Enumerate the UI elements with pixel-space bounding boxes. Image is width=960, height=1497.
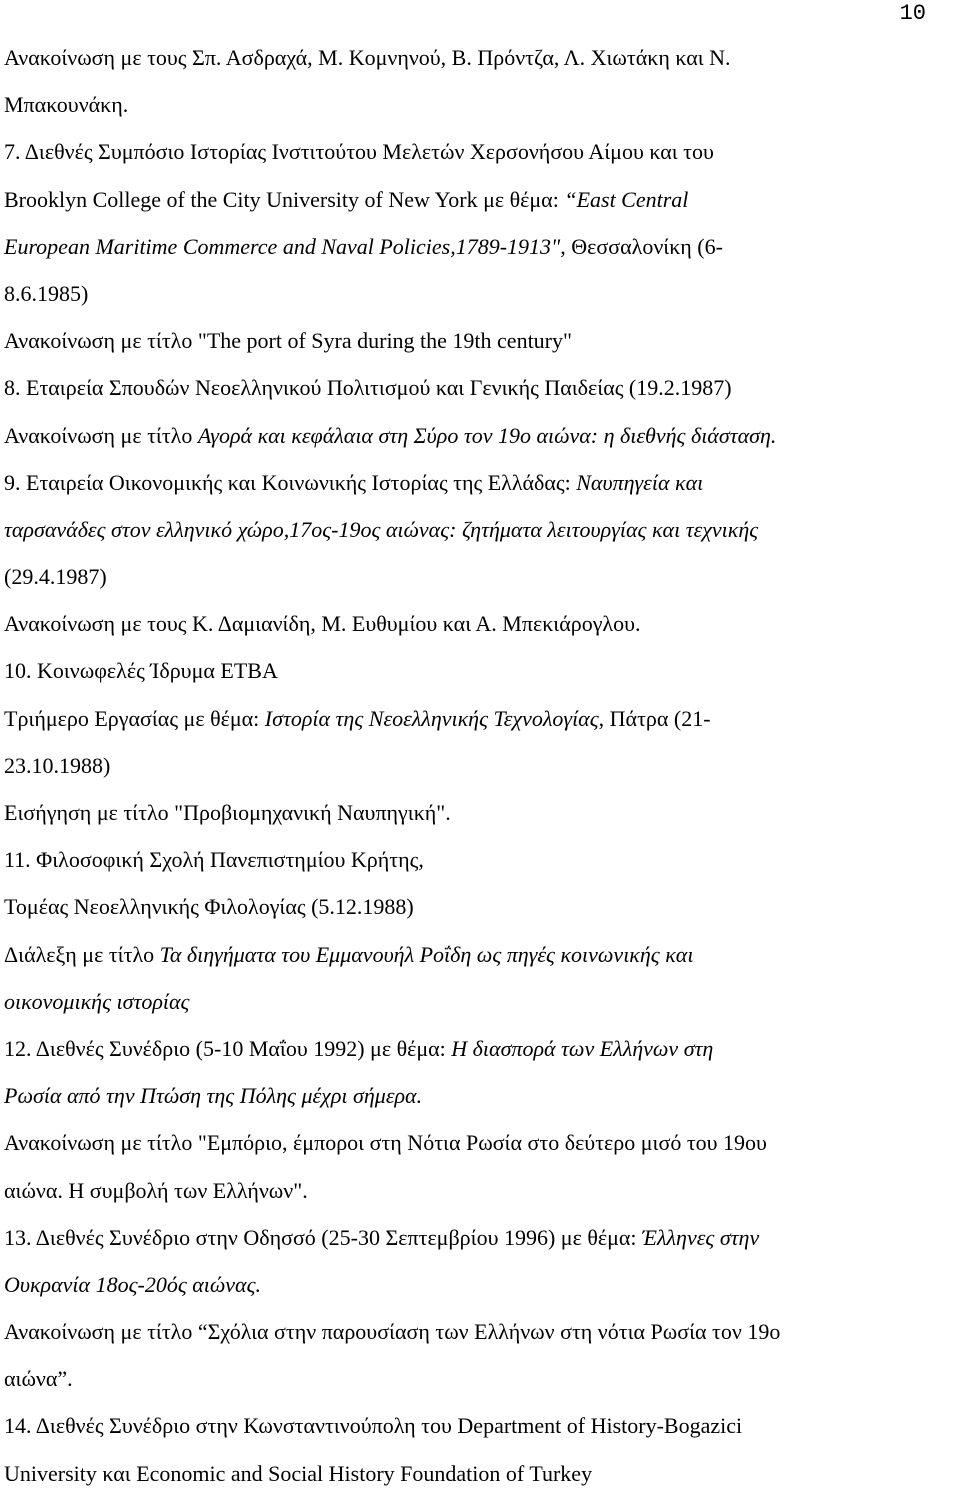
italic-text-segment: Η διασπορά των Ελλήνων στη xyxy=(451,1035,714,1061)
text-line xyxy=(4,647,956,694)
text-line xyxy=(4,1261,956,1308)
text-line xyxy=(4,364,956,411)
text-segment: , Θεσσαλονίκη (6- xyxy=(560,233,723,259)
text-line xyxy=(4,883,956,930)
text-segment: Τριήμερο Εργασίας με θέμα: xyxy=(4,705,265,731)
text-line xyxy=(4,1025,956,1072)
text-segment: 14. Διεθνές Συνέδριο στην Κωνσταντινούπολη του Department of History-Bogazici xyxy=(4,1413,743,1439)
text-segment: Ανακοίνωση με τους Σπ. Ασδραχά, Μ. Κομνηνού, Β. Πρόντζα, Λ. Χιωτάκη και Ν. xyxy=(4,45,731,70)
text-line xyxy=(4,600,956,647)
text-line xyxy=(4,1072,956,1119)
text-segment: Εισήγηση με τίτλο "Προβιομηχανική Ναυπηγική". xyxy=(4,800,451,825)
text-segment: 8.6.1985) xyxy=(4,280,89,306)
text-line xyxy=(4,1119,956,1166)
page-number: 10 xyxy=(899,1,926,26)
text-segment: αιώνα”. xyxy=(4,1366,73,1392)
text-segment: Διάλεξη με τίτλο xyxy=(4,941,160,967)
text-line xyxy=(4,836,956,883)
italic-text-segment: Τα διηγήματα του Εμμανουήλ Ροΐδη ως πηγές κοινωνικής και xyxy=(159,941,694,967)
text-line xyxy=(4,506,956,553)
text-segment: Ανακοίνωση με τίτλο "The port of Syra during the 19th century" xyxy=(4,328,572,354)
text-line xyxy=(4,1167,956,1214)
text-segment: Ανακοίνωση με τίτλο "Εμπόριο, έμποροι στη Νότια Ρωσία στο δεύτερο μισό του 19ου xyxy=(4,1130,767,1156)
text-segment: Ανακοίνωση με τους Κ. Δαμιανίδη, Μ. Ευθυμίου και Α. Μπεκιάρογλου. xyxy=(4,611,641,637)
italic-text-segment: Αγορά και κεφάλαια στη Σύρο τον 19ο αιώνα: η διεθνής διάσταση. xyxy=(197,422,777,448)
text-segment: 23.10.1988) xyxy=(4,752,111,778)
text-segment: 9. Εταιρεία Οικονομικής και Κοινωνικής Ιστορίας της Ελλάδας: xyxy=(4,469,577,495)
text-line xyxy=(4,978,956,1025)
text-segment: 13. Διεθνές Συνέδριο στην Οδησσό (25-30 Σεπτεμβρίου 1996) με θέμα: xyxy=(4,1224,643,1250)
text-segment: Τομέας Νεοελληνικής Φιλολογίας (5.12.1988) xyxy=(4,894,414,920)
text-segment: (29.4.1987) xyxy=(4,564,107,590)
text-line xyxy=(4,553,956,600)
italic-text-segment: “East Central xyxy=(564,186,689,212)
text-line xyxy=(4,34,956,81)
text-line xyxy=(4,459,956,506)
italic-text-segment: Ρωσία από την Πτώση της Πόλης μέχρι σήμερα. xyxy=(4,1083,423,1109)
text-line xyxy=(4,176,956,223)
text-segment: 12. Διεθνές Συνέδριο (5-10 Μαΐου 1992) με θέμα: xyxy=(4,1035,452,1061)
text-segment: αιώνα. Η συμβολή των Ελλήνων". xyxy=(4,1177,308,1203)
text-segment: 10. Κοινωφελές Ίδρυμα ΕΤΒΑ xyxy=(4,658,278,684)
text-segment: 8. Εταιρεία Σπουδών Νεοελληνικού Πολιτισμού και Γενικής Παιδείας (19.2.1987) xyxy=(4,375,732,401)
italic-text-segment: Ουκρανία 18ος-20ός αιώνας. xyxy=(4,1271,262,1297)
text-line xyxy=(4,695,956,742)
text-line xyxy=(4,742,956,789)
document-body xyxy=(4,34,956,1497)
text-line xyxy=(4,270,956,317)
text-segment: University και Economic and Social History Foundation of Turkey xyxy=(4,1460,593,1486)
text-line xyxy=(4,317,956,364)
text-line xyxy=(4,931,956,978)
italic-text-segment: ταρσανάδες στον ελληνικό χώρο,17ος-19ος αιώνας: ζητήματα λειτουργίας και τεχνικής xyxy=(4,516,759,542)
text-segment: 7. Διεθνές Συμπόσιο Ιστορίας Ινστιτούτου Μελετών Χερσονήσου Αίμου και του xyxy=(4,139,714,165)
text-segment: Ανακοίνωση με τίτλο xyxy=(4,422,198,448)
text-line xyxy=(4,412,956,459)
text-line xyxy=(4,1355,956,1402)
text-segment: , Πάτρα (21- xyxy=(598,705,711,731)
text-line xyxy=(4,128,956,175)
text-segment: Ανακοίνωση με τίτλο “Σχόλια στην παρουσίαση των Ελλήνων στη νότια Ρωσία τον 19ο xyxy=(4,1319,781,1345)
text-line xyxy=(4,1308,956,1355)
text-line xyxy=(4,1450,956,1497)
text-line xyxy=(4,789,956,836)
italic-text-segment: European Maritime Commerce and Naval Policies,1789-1913" xyxy=(4,233,561,259)
text-segment: Brooklyn College of the City University of New York με θέμα: xyxy=(4,186,565,212)
italic-text-segment: Ναυπηγεία και xyxy=(576,469,704,495)
text-line xyxy=(4,1402,956,1449)
italic-text-segment: οικονομικής ιστορίας xyxy=(4,988,190,1014)
text-line xyxy=(4,223,956,270)
text-segment: Μπακουνάκη. xyxy=(4,92,129,118)
italic-text-segment: Ιστορία της Νεοελληνικής Τεχνολογίας xyxy=(264,705,599,731)
italic-text-segment: Έλληνες στην xyxy=(642,1224,760,1250)
text-segment: 11. Φιλοσοφική Σχολή Πανεπιστημίου Κρήτης, xyxy=(4,847,424,873)
text-line xyxy=(4,1214,956,1261)
text-line xyxy=(4,81,956,128)
